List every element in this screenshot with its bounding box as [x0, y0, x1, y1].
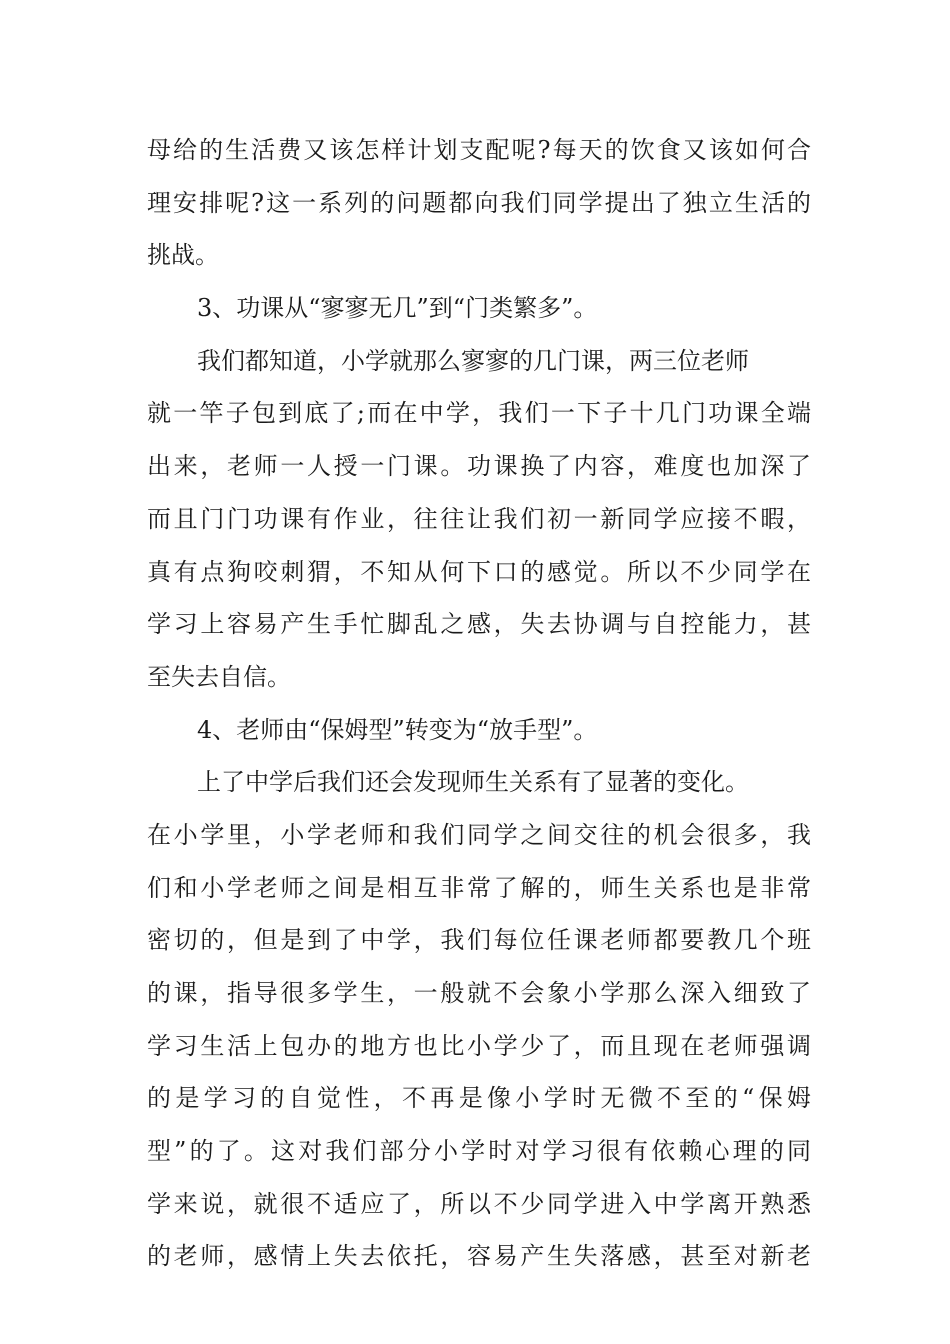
section-heading: 3、功课从“寥寥无几”到“门类繁多”。 — [197, 294, 598, 323]
text-line: 学习上容易产生手忙脚乱之感，失去协调与自控能力，甚 — [147, 610, 811, 639]
text-line: 上了中学后我们还会发现师生关系有了显著的变化。 — [197, 768, 749, 797]
text-line: 在小学里，小学老师和我们同学之间交往的机会很多，我 — [147, 820, 811, 849]
text-line: 的老师，感情上失去依托，容易产生失落感，甚至对新老 — [147, 1242, 811, 1271]
text-line: 出来，老师一人授一门课。功课换了内容，难度也加深了 — [147, 452, 811, 481]
body-text — [147, 124, 811, 1283]
text-line: 学习生活上包办的地方也比小学少了，而且现在老师强调 — [147, 1031, 811, 1060]
text-line: 就一竿子包到底了;而在中学，我们一下子十几门功课全端 — [147, 399, 811, 428]
section-heading: 4、老师由“保姆型”转变为“放手型”。 — [197, 715, 598, 744]
text-line: 们和小学老师之间是相互非常了解的，师生关系也是非常 — [147, 873, 811, 902]
text-line: 挑战。 — [147, 241, 219, 270]
text-line: 的课，指导很多学生，一般就不会象小学那么深入细致了 — [147, 979, 811, 1007]
text-line: 理安排呢?这一系列的问题都向我们同学提出了独立生活的 — [147, 188, 811, 217]
text-line: 型”的了。这对我们部分小学时对学习很有依赖心理的同 — [147, 1137, 811, 1166]
text-line: 密切的，但是到了中学，我们每位任课老师都要教几个班 — [147, 926, 811, 955]
text-line: 的是学习的自觉性，不再是像小学时无微不至的“保姆 — [147, 1084, 811, 1113]
text-line: 而且门门功课有作业，往往让我们初一新同学应接不暇， — [147, 504, 811, 533]
text-line: 母给的生活费又该怎样计划支配呢?每天的饮食又该如何合 — [147, 136, 811, 164]
text-line: 我们都知道，小学就那么寥寥的几门课，两三位老师 — [197, 346, 749, 375]
text-line: 至失去自信。 — [147, 662, 291, 691]
text-line: 学来说，就很不适应了，所以不少同学进入中学离开熟悉 — [147, 1189, 811, 1218]
text-line: 真有点狗咬刺猬，不知从何下口的感觉。所以不少同学在 — [147, 557, 811, 586]
